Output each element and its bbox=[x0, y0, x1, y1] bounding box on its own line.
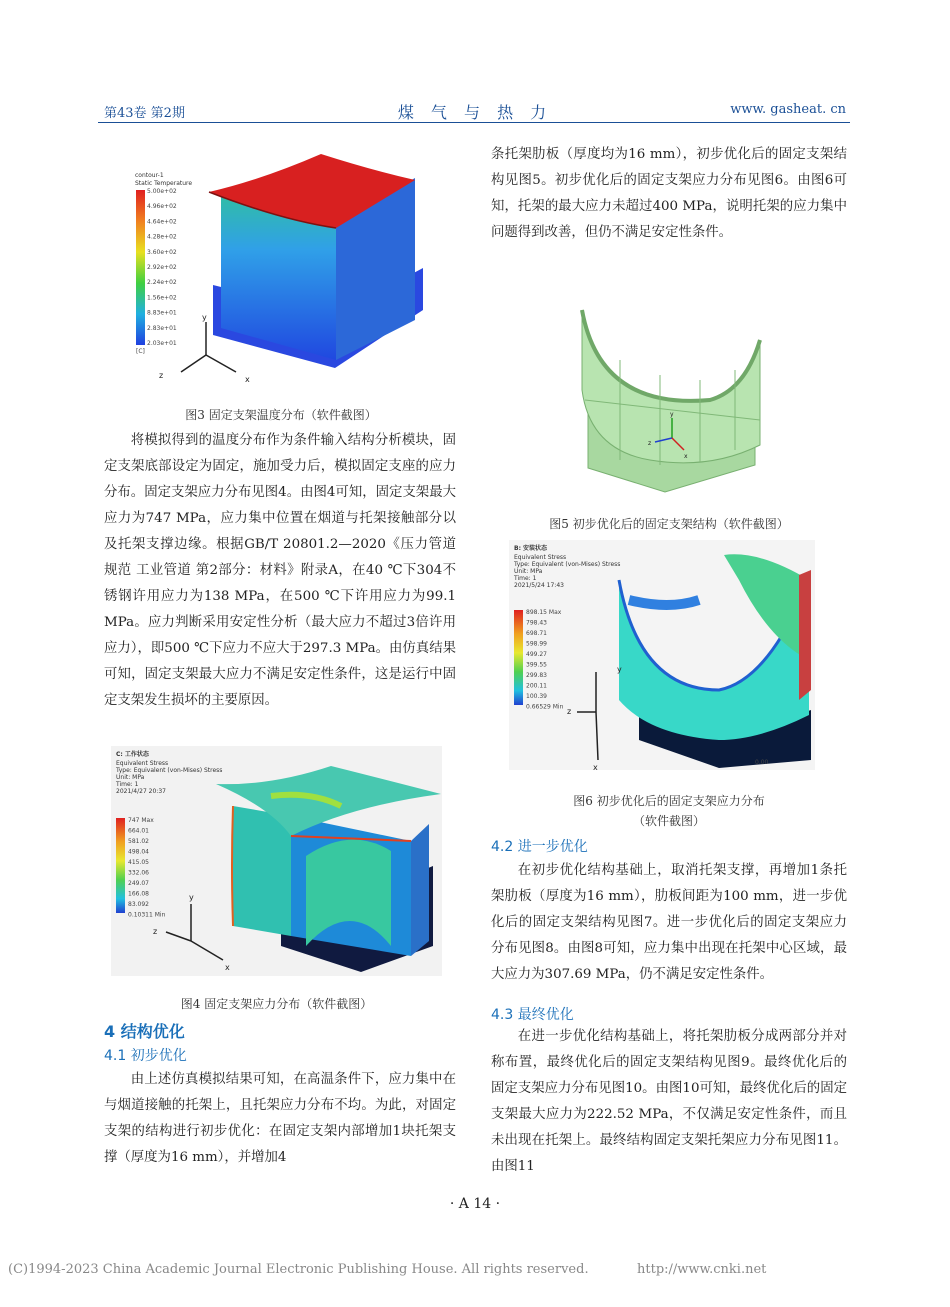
fig4-legend-value-1: 664.01 bbox=[128, 827, 149, 835]
fig6-info-line-1: Type: Equivalent (von-Mises) Stress bbox=[514, 561, 621, 568]
fig6-title: B: 安装状态 bbox=[514, 545, 548, 552]
figure-5-caption: 图5 初步优化后的固定支架结构（软件截图） bbox=[549, 517, 789, 531]
fig3-axis-y: y bbox=[202, 313, 207, 322]
fig6-legend-value-1: 798.43 bbox=[526, 619, 547, 627]
fig6-scale: 0.00 bbox=[755, 759, 769, 766]
fig3-legend-value-10: 2.03e+01 bbox=[147, 340, 177, 347]
figure-3-caption: 图3 固定支架温度分布（软件截图） bbox=[185, 408, 377, 422]
fig6-legend-value-3: 598.99 bbox=[526, 640, 547, 648]
fig4-info-line-0: Equivalent Stress bbox=[116, 760, 169, 767]
fig6-axis-x: x bbox=[593, 763, 598, 770]
fig4-legend-value-6: 249.07 bbox=[128, 880, 149, 887]
fig4-info-line-3: Time: 1 bbox=[116, 781, 139, 788]
copyright-footer: (C)1994-2023 China Academic Journal Electronic Publishing House. All rights reserved. bbox=[8, 1262, 589, 1277]
fig6-legend-value-2: 698.71 bbox=[526, 630, 547, 637]
header-rule bbox=[98, 122, 850, 123]
section-4-3-heading: 4.3 最终优化 bbox=[491, 1007, 574, 1023]
fig5-axis-y: y bbox=[670, 411, 674, 418]
fig6-legend-value-9: 0.66529 Min bbox=[526, 703, 564, 711]
fig3-legend-title: contour-1 bbox=[135, 172, 164, 179]
fig4-legend-value-4: 415.05 bbox=[128, 859, 149, 866]
fig3-legend-value-7: 1.56e+02 bbox=[147, 294, 177, 302]
paragraph-stress-analysis: 将模拟得到的温度分布作为条件输入结构分析模块，固定支架底部设定为固定，施加受力后，模拟固定支座的应力分布。固定支架应力分布见图4。由图4可知，固定支架最大应力为747 MPa，应力集中位置在烟道与托架接触部分以及托架支撑边缘。根据GB/T 20801.2—2020《压力管道规范 工业管道 第2部分：材料》附录A，在40 ℃下304不锈钢许用应力为138 MPa，在500 ℃下许用应力为99.1 MPa。应力判断采用安定性分析（最大应力不超过3倍许用应力），即500 ℃下应力不应大于297.3 MPa。由仿真结果可知，固定支架最大应力不满足安定性条件，这是运行中固定支架发生损坏的主要原因。 bbox=[104, 433, 456, 708]
cnki-url: http://www.cnki.net bbox=[637, 1262, 767, 1277]
fig6-legend-value-4: 499.27 bbox=[526, 651, 547, 658]
fig4-info-line-2: Unit: MPa bbox=[116, 774, 145, 781]
fig4-legend-value-5: 332.06 bbox=[128, 869, 149, 877]
fig6-info-line-2: Unit: MPa bbox=[514, 568, 543, 575]
fig3-legend-value-6: 2.24e+02 bbox=[147, 279, 177, 287]
fig3-legend-value-8: 8.83e+01 bbox=[147, 309, 177, 317]
fig4-info-line-1: Type: Equivalent (von-Mises) Stress bbox=[116, 767, 223, 774]
fig4-axis-y: y bbox=[189, 893, 194, 902]
paragraph-initial-optimization: 由上述仿真模拟结果可知，在高温条件下，应力集中在与烟道接触的托架上，且托架应力分布不均。为此，对固定支架的结构进行初步优化：在固定支架内部增加1块托架支撑（厚度为16 mm），并增加4 bbox=[104, 1072, 456, 1165]
fig4-legend-value-9: 0.10311 Min bbox=[128, 911, 166, 919]
fig6-legend-value-8: 100.39 bbox=[526, 693, 547, 700]
journal-volume: 第43卷 第2期 bbox=[104, 106, 185, 121]
fig3-unit: [C] bbox=[136, 348, 145, 355]
fig4-legend-value-8: 83.092 bbox=[128, 901, 149, 908]
figure-4-caption: 图4 固定支架应力分布（软件截图） bbox=[180, 997, 373, 1011]
fig5-axis-z: z bbox=[648, 440, 652, 447]
fig4-legend-value-7: 166.08 bbox=[128, 890, 149, 898]
paragraph-initial-optimization-cont: 条托架肋板（厚度均为16 mm），初步优化后的固定支架结构见图5。初步优化后的固定支架应力分布见图6。由图6可知，托架的最大应力未超过400 MPa，说明托架的应力集中问题得到改善，但仍不满足安定性条件。 bbox=[491, 147, 847, 240]
fig6-legend-value-7: 200.11 bbox=[526, 682, 547, 690]
journal-url: www. gasheat. cn bbox=[730, 102, 846, 117]
fig4-legend-value-0: 747 Max bbox=[128, 817, 154, 824]
fig4-title: C: 工作状态 bbox=[116, 751, 149, 758]
paragraph-further-optimization: 在初步优化结构基础上，取消托架支撑，再增加1条托架肋板（厚度为16 mm），肋板间距为100 mm，进一步优化后的固定支架结构见图7。进一步优化后的固定支架应力分布见图8。由图8可知，应力集中出现在托架中心区域，最大应力为307.69 MPa，仍不满足安定性条件。 bbox=[491, 863, 847, 982]
section-4-heading: 4 结构优化 bbox=[104, 1022, 185, 1041]
fig3-legend-value-9: 2.83e+01 bbox=[147, 324, 177, 332]
paragraph-final-optimization: 在进一步优化结构基础上，将托架肋板分成两部分并对称布置，最终优化后的固定支架结构见图9。最终优化后的固定支架应力分布见图10。由图10可知，最终优化后的固定支架最大应力为222.52 MPa，不仅满足安定性条件，而且未出现在托架上。最终结构固定支架托架应力分布见图11。由图11 bbox=[491, 1029, 847, 1174]
fig3-legend-value-2: 4.64e+02 bbox=[147, 218, 177, 226]
figure-3-temperature bbox=[131, 150, 431, 387]
fig4-legend-value-2: 581.02 bbox=[128, 838, 149, 845]
fig6-axis-z: z bbox=[567, 707, 572, 716]
fig6-info-line-4: 2021/5/24 17:43 bbox=[514, 582, 564, 589]
fig6-info-line-0: Equivalent Stress bbox=[514, 554, 567, 561]
fig5-axis-x: x bbox=[684, 453, 688, 460]
fig3-legend-value-4: 3.60e+02 bbox=[147, 248, 177, 256]
figure-6-caption-line1: 图6 初步优化后的固定支架应力分布 bbox=[573, 794, 765, 808]
fig4-info-line-4: 2021/4/27 20:37 bbox=[116, 788, 166, 795]
fig3-legend-value-3: 4.28e+02 bbox=[147, 233, 177, 241]
fig3-legend-value-5: 2.92e+02 bbox=[147, 264, 177, 271]
fig3-legend-value-1: 4.96e+02 bbox=[147, 203, 177, 211]
fig6-info-line-3: Time: 1 bbox=[514, 575, 537, 582]
fig4-axis-x: x bbox=[225, 963, 230, 972]
fig6-legend-value-6: 299.83 bbox=[526, 672, 547, 679]
fig3-legend-value-0: 5.00e+02 bbox=[147, 188, 177, 195]
fig6-legend-value-0: 898.15 Max bbox=[526, 609, 562, 616]
section-4-2-heading: 4.2 进一步优化 bbox=[491, 839, 588, 855]
fig6-legend-value-5: 399.55 bbox=[526, 661, 547, 669]
fig3-legend-subtitle: Static Temperature bbox=[135, 180, 193, 187]
figure-6-stress bbox=[509, 540, 815, 770]
figure-5-structure bbox=[560, 300, 780, 496]
fig3-axis-x: x bbox=[245, 375, 250, 384]
figure-4-stress bbox=[111, 746, 442, 976]
fig3-axis-z: z bbox=[159, 371, 164, 380]
section-4-1-heading: 4.1 初步优化 bbox=[104, 1048, 187, 1064]
fig6-axis-y: y bbox=[617, 665, 622, 674]
fig4-legend-value-3: 498.04 bbox=[128, 848, 149, 856]
journal-title: 煤 气 与 热 力 bbox=[397, 103, 553, 122]
figure-6-caption-line2: （软件截图） bbox=[632, 814, 705, 828]
page-number: · A 14 · bbox=[449, 1196, 501, 1212]
fig4-axis-z: z bbox=[153, 927, 158, 936]
